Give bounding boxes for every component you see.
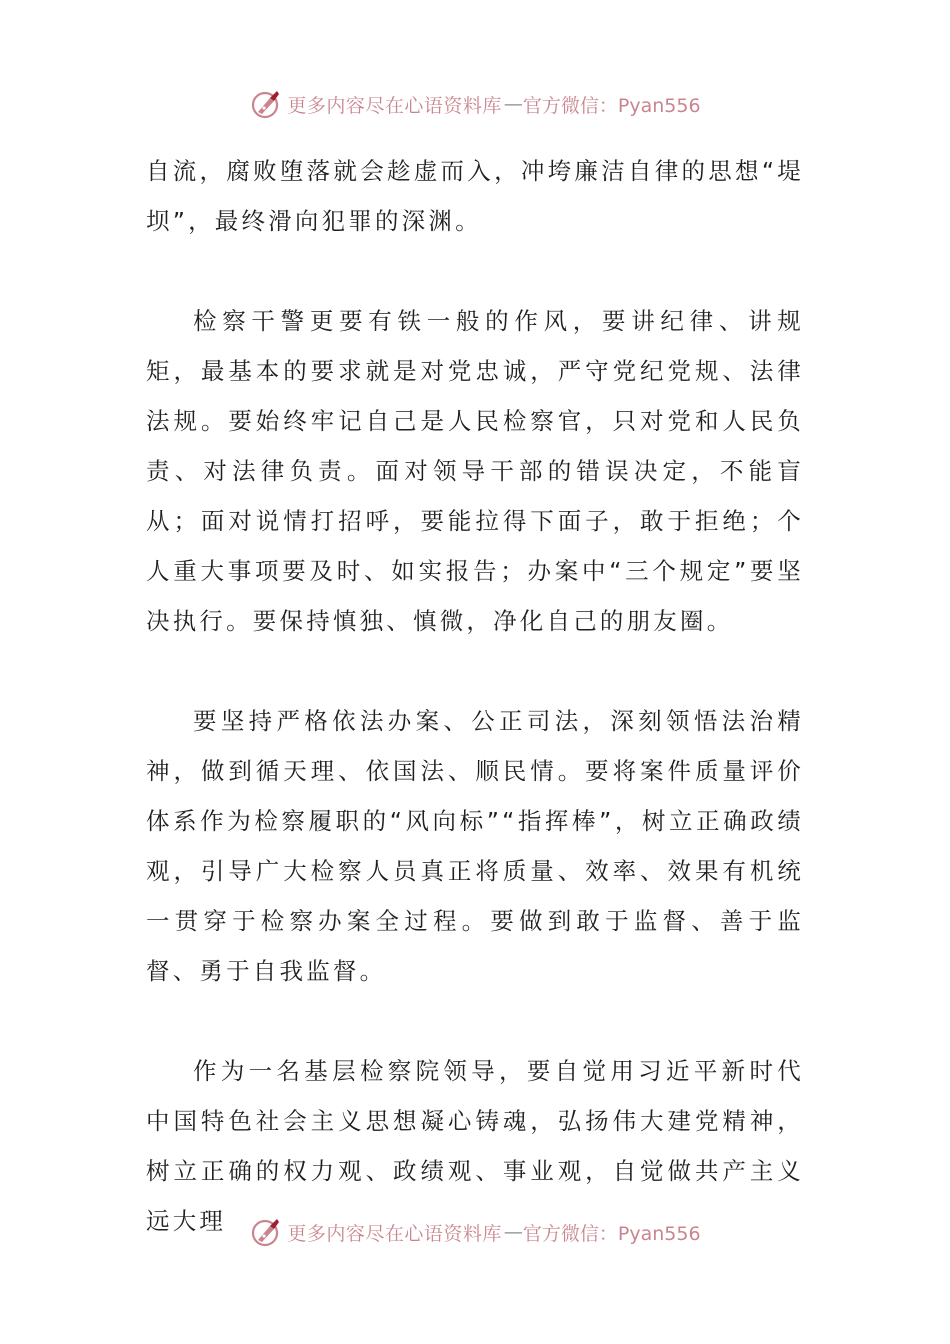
banner-site-text: 更多内容尽在心语资料库 — [287, 1222, 502, 1245]
banner-separator: — — [503, 1221, 523, 1243]
banner-separator: — — [503, 93, 523, 115]
paragraph-3: 要坚持严格依法办案、公正司法，深刻领悟法治精神，做到循天理、依国法、顺民情。要将案件质量评价体系作为检察履职的“风向标”“指挥棒”，树立正确政绩观，引导广大检察人员真正将质量、效率、效果有机统一贯穿于检察办案全过程。要做到敢于监督、善于监督、勇于自我监督。 — [146, 707, 804, 985]
footer-banner — [0, 1212, 950, 1252]
banner-wechat-text: 官方微信：Pyan556 — [522, 1222, 701, 1245]
document-body — [146, 146, 804, 1246]
paragraph-1: 自流，腐败堕落就会趁虚而入，冲垮廉洁自律的思想“堤坝”，最终滑向犯罪的深渊。 — [146, 157, 804, 235]
paragraph-2: 检察干警更要有铁一般的作风，要讲纪律、讲规矩，最基本的要求就是对党忠诚，严守党纪党规、法律法规。要始终牢记自己是人民检察官，只对党和人民负责、对法律负责。面对领导干部的错误决定，不能盲从；面对说情打招呼，要能拉得下面子，敢于拒绝；个人重大事项要及时、如实报告；办案中“三个规定”要坚决执行。要保持慎独、慎微，净化自己的朋友圈。 — [146, 307, 804, 635]
pen-nib-circle-icon — [249, 1215, 283, 1249]
banner-wechat-text: 官方微信：Pyan556 — [522, 94, 701, 117]
banner-site-text: 更多内容尽在心语资料库 — [287, 94, 502, 117]
paragraph-4: 作为一名基层检察院领导，要自觉用习近平新时代中国特色社会主义思想凝心铸魂，弘扬伟大建党精神，树立正确的权力观、政绩观、事业观，自觉做共产主义远大理 — [146, 1057, 804, 1235]
pen-nib-circle-icon — [249, 87, 283, 121]
header-banner — [0, 84, 950, 124]
